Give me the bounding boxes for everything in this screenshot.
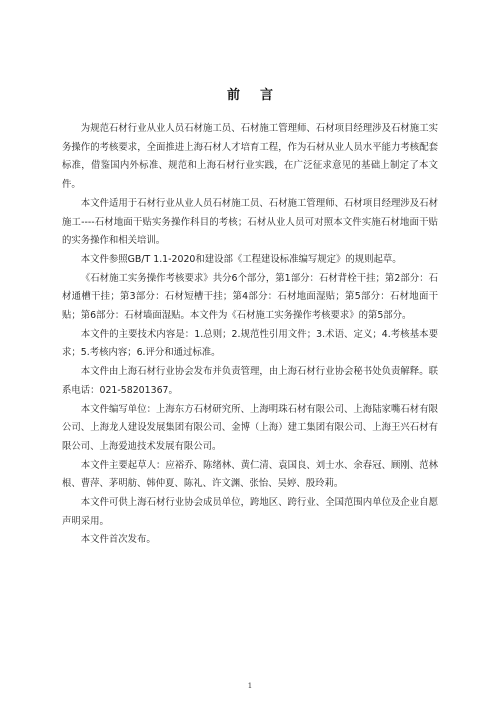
- preface-body: [62, 120, 438, 550]
- paragraph-drafters: 本文件主要起草人：应裕乔、陈绪林、黄仁清、袁国良、刘士水、余春冠、顾刚、范林根、曹萍、茅明舫、韩仲夏、陈礼、许文渊、张怡、吴婷、殷玲莉。: [62, 459, 438, 490]
- page-title: 前言: [226, 88, 293, 103]
- paragraph-first-release: 本文件首次发布。: [80, 534, 156, 546]
- paragraph-purpose: 为规范石材行业从业人员石材施工员、石材施工管理师、石材项目经理涉及石材施工实务操作的考核要求，全面推进上海石材人才培育工程，作为石材从业人员水平能力考核配套标准，借鉴国内外标准、规范和上海石材行业实践，在广泛征求意见的基础上制定了本文件。: [62, 123, 438, 191]
- paragraph-scope: 本文件适用于石材行业从业人员石材施工员、石材施工管理师、石材项目经理涉及石材施工----石材地面干贴实务操作科目的考核；石材从业人员可对照本文件实施石材地面干贴的实务操作和相关培训。: [62, 197, 438, 247]
- paragraph-drafting-rules: 本文件参照GB/T 1.1-2020和建设部《工程建设标准编写规定》的规则起草。: [80, 253, 402, 265]
- page-number: 1: [247, 682, 253, 690]
- paragraph-technical-content: 本文件的主要技术内容是：1.总则；2.规范性引用文件；3.术语、定义；4.考核基本要求；5.考核内容；6.评分和通过标准。: [62, 328, 438, 359]
- paragraph-parts: 《石材施工实务操作考核要求》共分6个部分，第1部分：石材背栓干挂；第2部分：石材通槽干挂；第3部分：石材短槽干挂；第4部分：石材地面湿贴；第5部分：石材地面干贴；第6部分：石材墙面湿贴。本文件为《石材施工实务操作考核要求》的第5部分。: [62, 272, 438, 322]
- paragraph-publisher: 本文件由上海石材行业协会发布并负责管理，由上海石材行业协会秘书处负责解释。联系电话：021-58201367。: [62, 366, 438, 396]
- paragraph-drafting-units: 本文件编写单位：上海东方石材研究所、上海明珠石材有限公司、上海陆家嘴石材有限公司、上海龙人建设发展集团有限公司、金博（上海）建工集团有限公司、上海王兴石材有限公司、上海爱迪技术发展有限公司。: [62, 403, 438, 452]
- paragraph-adoption: 本文件可供上海石材行业协会成员单位，跨地区、跨行业、全国范围内单位及企业自愿声明采用。: [62, 497, 438, 527]
